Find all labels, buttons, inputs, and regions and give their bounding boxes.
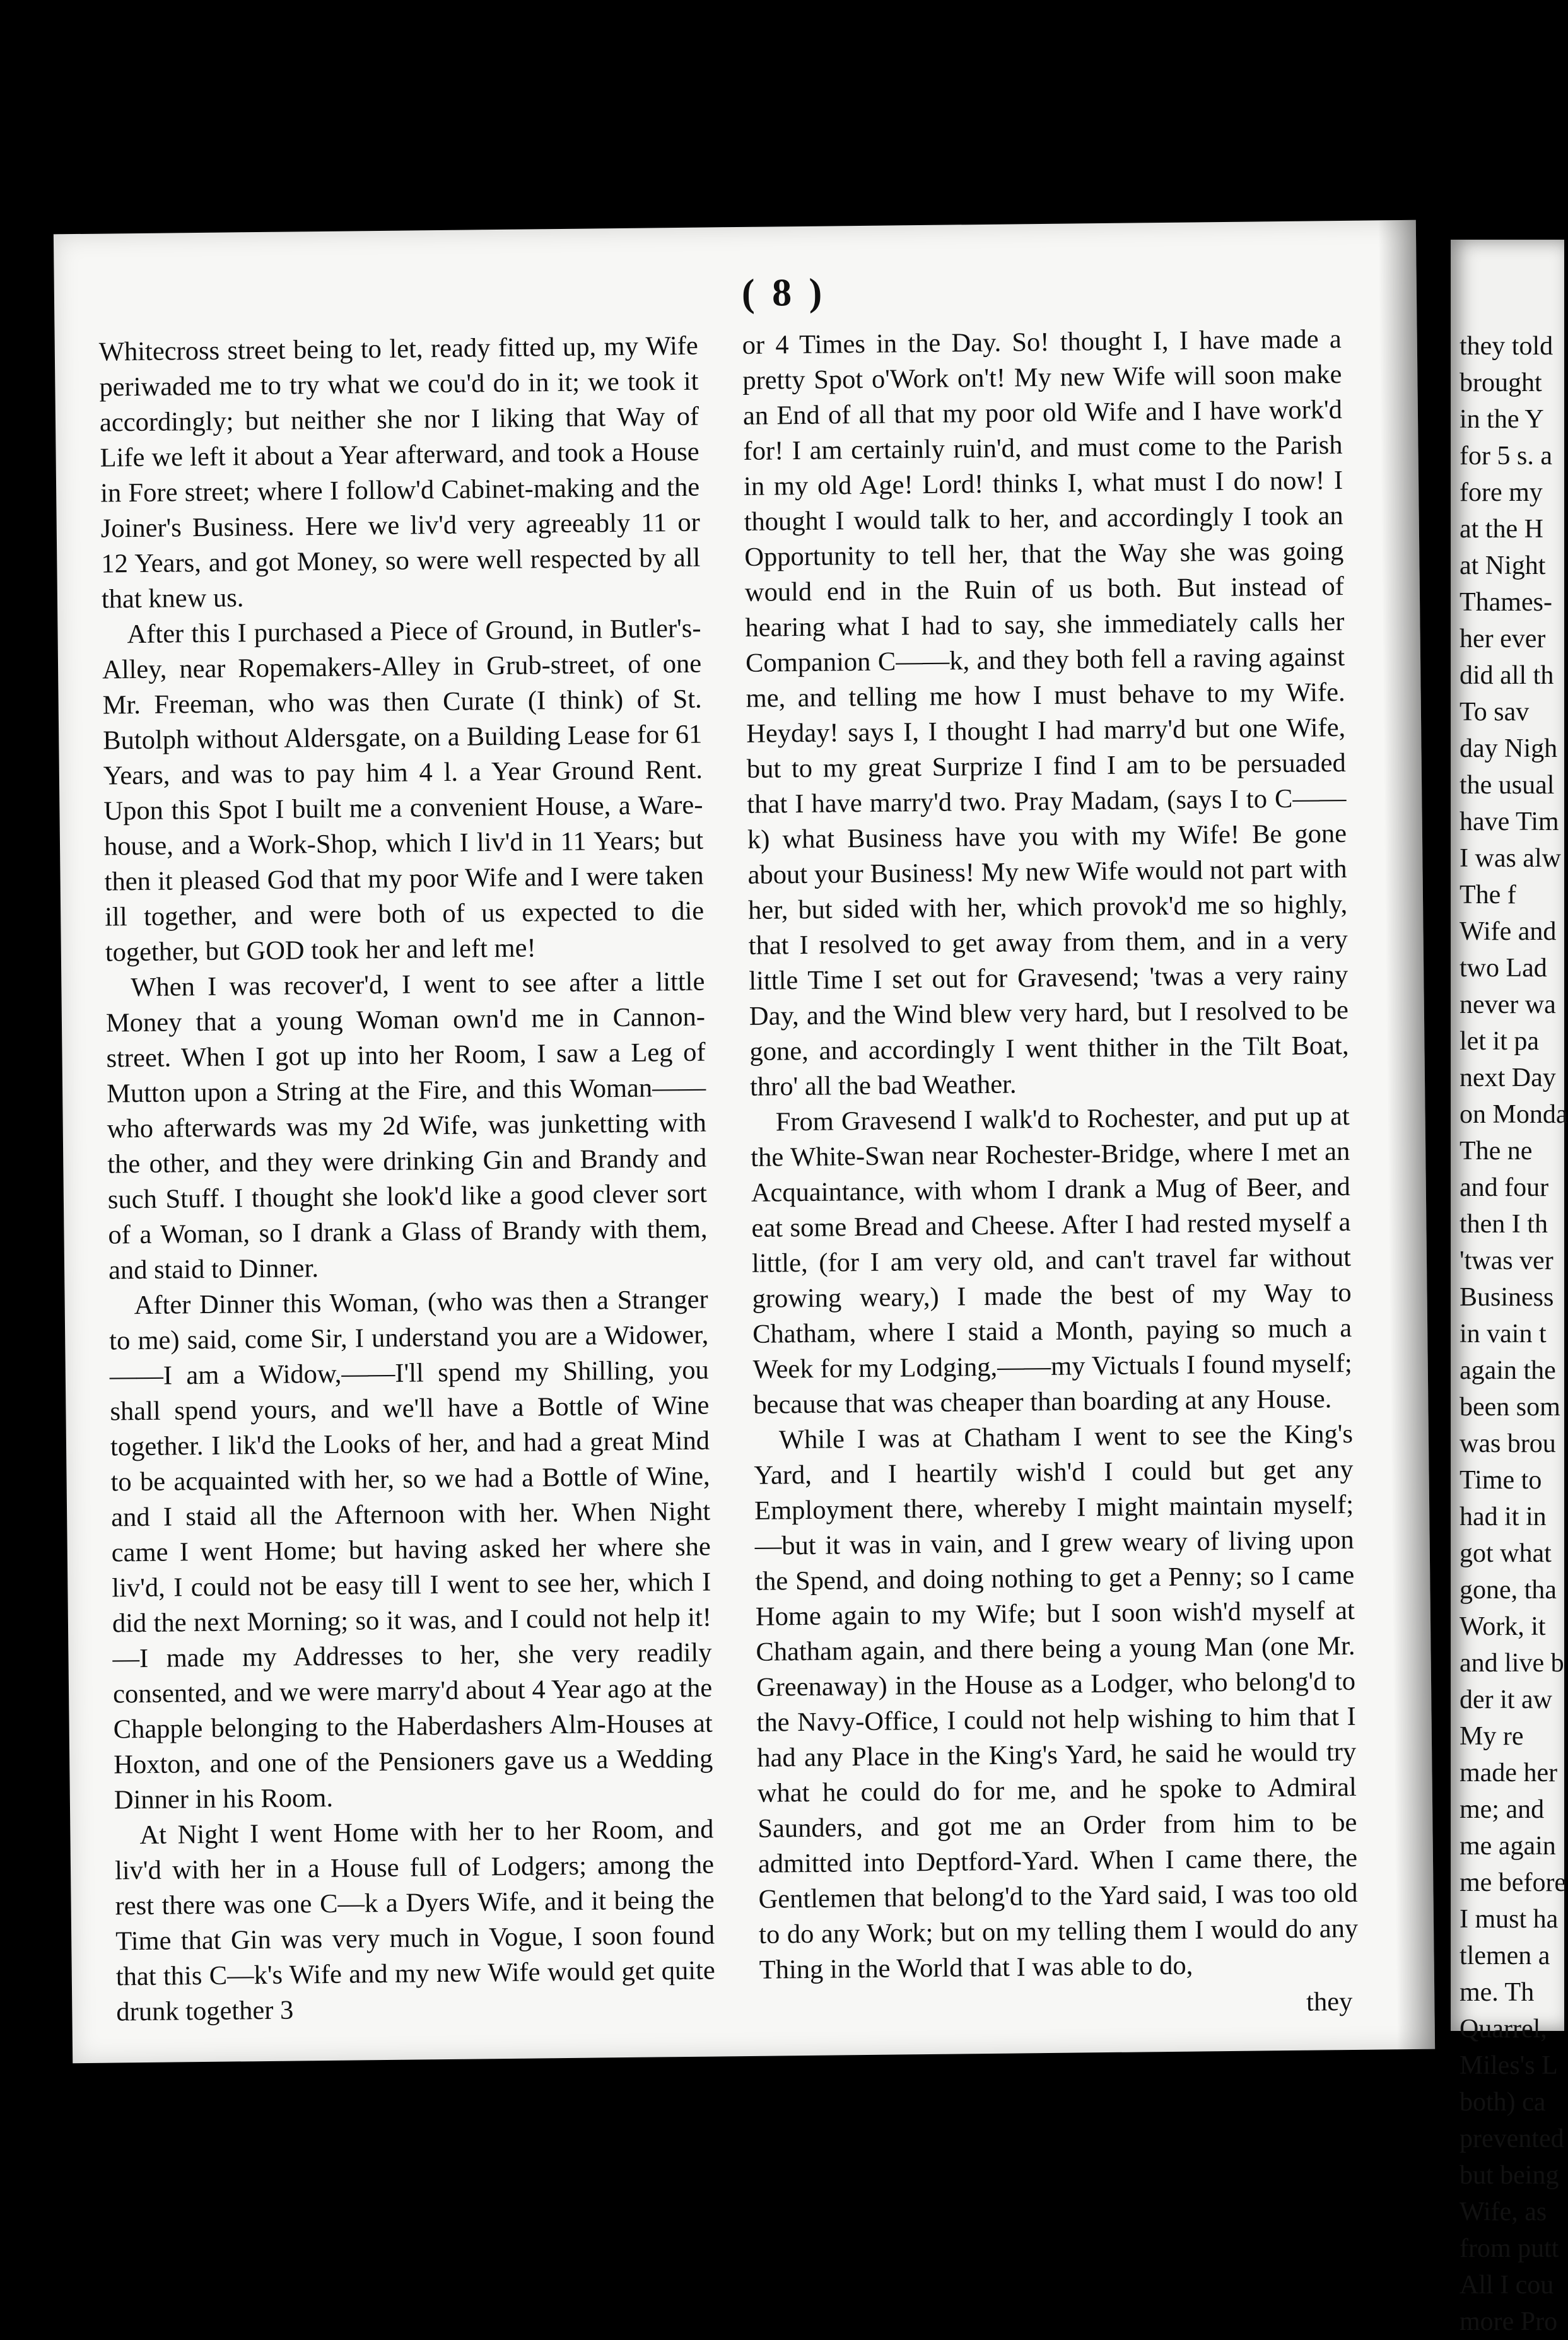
facing-page-line: day Nigh — [1460, 734, 1558, 763]
facing-page-line: two Lad — [1460, 954, 1547, 983]
facing-page-line: me before — [1460, 1868, 1567, 1897]
facing-page-line: The ne — [1460, 1137, 1533, 1166]
facing-page-line: then I th — [1460, 1210, 1548, 1239]
facing-page-edge — [1451, 240, 1568, 2336]
facing-page-line: in vain t — [1460, 1319, 1547, 1348]
facing-page-line: both) ca — [1460, 2088, 1546, 2117]
facing-page-line: Thames- — [1460, 588, 1552, 617]
facing-page-line: Miles's L — [1460, 2051, 1558, 2080]
facing-page-line: never wa — [1460, 990, 1556, 1019]
facing-page-line: on Monda — [1460, 1100, 1568, 1129]
facing-page-line: brought — [1460, 368, 1542, 397]
facing-page-line: me. Th — [1460, 1978, 1535, 2007]
facing-page-line: I was alw — [1460, 844, 1561, 873]
facing-page-line: but being — [1460, 2161, 1559, 2190]
paragraph: While I was at Chatham I went to see the King's Yard, and I heartily wish'd I could but get any Employment there, whereby I might maintain myself;—but it was in vain, and I grew weary of living upon the Spend, and doing nothing to get a Penny; so I came Home again to my Wife; but I soon wish'd myself at Chatham again, and there being a young Man (one Mr. Greenaway) in the House as a Lodger, who belong'd to the Navy-Office, I could not help wishing to him that I had any Place in the King's Yard, he said he would try what he could do for me, and he spoke to Admiral Saunders, and got me an Order from him to be admitted into Deptford-Yard. When I came there, the Gentlemen that belong'd to the Yard said, I was too old to do any Work; but on my telling them I would do any Thing in the World that I was able to do, — [754, 1419, 1359, 1985]
gutter-shadow — [1378, 220, 1435, 2049]
facing-page-line: Work, it — [1460, 1612, 1546, 1641]
paragraph: At Night I went Home with her to her Room, and liv'd with her in a House full of Lodgers; among the rest there was one C—k a Dyers Wife, and it being the Time that Gin was very much in Vogue, I soon found that this C—k's Wife and my new Wife would get quite drunk together 3 — [114, 1814, 716, 2027]
facing-page-line: more Pro — [1460, 2307, 1558, 2336]
facing-page-line: made her — [1460, 1758, 1558, 1787]
facing-page-line: been som — [1460, 1393, 1560, 1422]
facing-page-line: for 5 s. a — [1460, 442, 1552, 471]
paragraph: Whitecross street being to let, ready fitted up, my Wife periwaded me to try what we cou'd do in it; we took it accordingly; but neither she nor I liking that Way of Life we left it about a Year afterward, and took a House in Fore street; where I follow'd Cabinet-making and the Joiner's Business. Here we liv'd very agreeably 11 or 12 Years, and got Money, so were well respected by all that knew us. — [98, 331, 701, 614]
facing-page-line: Business — [1460, 1283, 1554, 1312]
facing-page-line: 'twas ver — [1460, 1246, 1553, 1275]
facing-page-line: tlemen a — [1460, 1941, 1550, 1970]
facing-page-line: I must ha — [1460, 1905, 1559, 1934]
facing-page-line: Time to — [1460, 1466, 1542, 1495]
right-column — [742, 322, 1359, 2018]
facing-page-line: Wife, as — [1460, 2197, 1547, 2226]
facing-page-lines — [1460, 328, 1568, 2340]
facing-page-line: did all th — [1460, 661, 1554, 690]
facing-page-line: prevented — [1460, 2124, 1564, 2153]
facing-page-line: from putt — [1460, 2234, 1559, 2263]
book-page — [54, 220, 1435, 2063]
facing-page-line: they told — [1460, 332, 1553, 361]
facing-page-line: her ever — [1460, 624, 1546, 653]
paragraph: When I was recover'd, I went to see after a little Money that a young Woman own'd me in Cannon-street. When I got up into her Room, I saw a Leg of Mutton upon a String at the Fire, and this Woman——who afterwards was my 2d Wife, was junketting with the other, and they were drinking Gin and Brandy and such Stuff. I thought she look'd like a good clever sort of a Woman, so I drank a Glass of Brandy with them, and staid to Dinner. — [105, 966, 708, 1285]
facing-page-line: and live b — [1460, 1649, 1564, 1678]
facing-page-line: at Night — [1460, 551, 1546, 580]
facing-page-line: was brou — [1460, 1429, 1556, 1458]
facing-page-line: again the — [1460, 1356, 1556, 1385]
facing-page-line: der it aw — [1460, 1685, 1552, 1714]
facing-page-line: To sav — [1460, 698, 1530, 727]
facing-page-line: Quarrel, — [1460, 2015, 1547, 2044]
facing-page-line: have Tim — [1460, 807, 1559, 836]
paragraph: After this I purchased a Piece of Ground, in Butler's-Alley, near Ropemakers-Alley in Grub-street, of one Mr. Freeman, who was then Curate (I think) of St. Butolph without Aldersgate, on a Building Lease for 61 Years, and was to pay him 4 l. a Year Ground Rent. Upon this Spot I built me a convenient House, a Ware-house, and a Work-Shop, which I liv'd in 11 Years; but then it pleased God that my poor Wife and I were taken ill together, and were both of us expected to die together, but GOD took her and left me! — [102, 613, 705, 968]
paragraph: or 4 Times in the Day. So! thought I, I have made a pretty Spot o'Work on't! My new Wife will soon make an End of all that my poor old Wife and I have work'd for! I am certainly ruin'd, and must come to the Parish in my old Age! Lord! thinks I, what must I do now! I thought I would talk to her, and accordingly I took an Opportunity to tell her, that the Way she was going would end in the Ruin of us both. But instead of hearing what I had to say, she immediately calls her Companion C——k, and they both fell a raving against me, and telling me how I must behave to my Wife. Heyday! says I, I thought I had marry'd but one Wife, but to my great Surprize I find I am to be persuaded that I have marry'd two. Pray Madam, (says I to C——k) what Business have you with my Wife! Be gone about your Business! My new Wife would not part with her, but sided with her, which provok'd me so highly, that I resolved to get away from them, and in a very little Time I set out for Gravesend; 'twas a very rainy Day, and the Wind blew very hard, but I resolved to be gone, and accordingly I went thither in the Tilt Boat, thro' all the bad Weather. — [742, 324, 1349, 1102]
facing-page-line: at the H — [1460, 515, 1543, 544]
facing-page-line: got what — [1460, 1539, 1552, 1568]
facing-page-line: Wife and — [1460, 917, 1557, 946]
facing-page-line: next Day — [1460, 1063, 1556, 1092]
catchword: they — [1306, 1986, 1353, 2017]
paragraph: From Gravesend I walk'd to Rochester, and put up at the White-Swan near Rochester-Bridge, where I met an Acquaintance, with whom I drank a Mug of Beer, and eat some Bread and Cheese. After I had rested myself a little, (for I am very old, and can't travel far without growing weary,) I made the best of my Way to Chatham, where I staid a Month, paying so much a Week for my Lodging,——my Victuals I found myself; because that was cheaper than boarding at any House. — [751, 1101, 1352, 1420]
facing-page-line: in the Y — [1460, 405, 1544, 434]
facing-page-line: me again — [1460, 1832, 1556, 1861]
facing-page-line: let it pa — [1460, 1027, 1539, 1056]
facing-page-line: All I cou — [1460, 2271, 1554, 2300]
facing-page-line: the usual — [1460, 771, 1555, 800]
facing-page-line: The f — [1460, 880, 1516, 910]
left-column — [99, 329, 716, 2025]
facing-page-line: had it in — [1460, 1502, 1547, 1531]
paragraph: After Dinner this Woman, (who was then a Stranger to me) said, come Sir, I understand you are a Widower,——I am a Widow,——I'll spend my Shilling, you shall spend yours, and we'll have a Bottle of Wine together. I lik'd the Looks of her, and had a great Mind to be acquainted with her, so we had a Bottle of Wine, and I staid all the Afternoon with her. When Night came I went Home; but having asked her where she liv'd, I could not be easy till I went to see her, which I did the next Morning; so it was, and I could not help it!—I made my Addresses to her, she very readily consented, and we were marry'd about 4 Year ago at the Chapple belonging to the Haberdashers Alm-Houses at Hoxton, and one of the Pensioners gave us a Wedding Dinner in his Room. — [109, 1284, 713, 1815]
facing-page-line: gone, tha — [1460, 1576, 1557, 1605]
facing-page-line: and four — [1460, 1173, 1549, 1202]
facing-page-line: me; and — [1460, 1795, 1545, 1824]
facing-page-line: fore my — [1460, 478, 1543, 507]
facing-page-line: My re — [1460, 1722, 1524, 1751]
page-number: ( 8 ) — [741, 271, 826, 315]
